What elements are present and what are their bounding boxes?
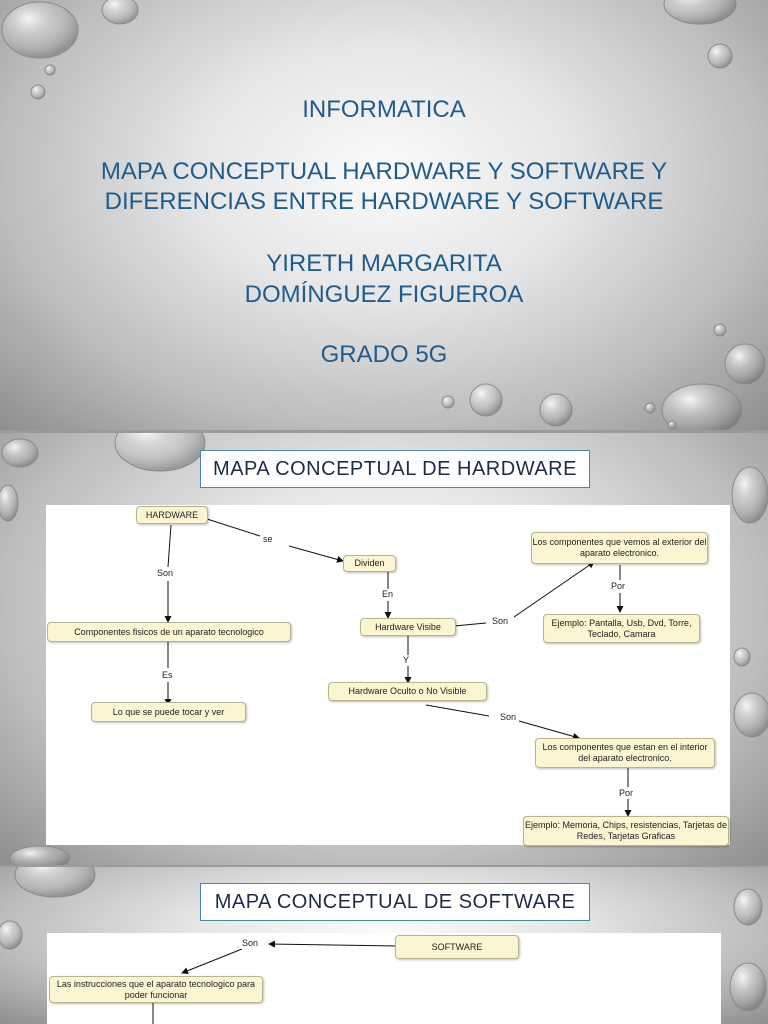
link-label-son: Son bbox=[242, 938, 259, 948]
link-label-en: En bbox=[382, 589, 394, 599]
connector bbox=[182, 949, 242, 973]
node-ejemplo-exterior: Ejemplo: Pantalla, Usb, Dvd, Torre, Teclado, Camara bbox=[543, 614, 700, 643]
topic-line-1: MAPA CONCEPTUAL HARDWARE Y SOFTWARE Y bbox=[100, 158, 668, 185]
connector bbox=[207, 519, 260, 536]
connector bbox=[426, 705, 489, 716]
connector bbox=[289, 546, 343, 561]
link-label-y: Y bbox=[403, 655, 410, 665]
title-slide bbox=[0, 0, 768, 430]
connector bbox=[168, 525, 171, 567]
software-map-heading: MAPA CONCEPTUAL DE SOFTWARE bbox=[200, 883, 590, 921]
link-label-son: Son bbox=[500, 712, 517, 722]
connector bbox=[454, 623, 486, 626]
grade: GRADO 5G bbox=[320, 341, 448, 368]
link-label-son: Son bbox=[492, 616, 509, 626]
node-instrucciones: Las instrucciones que el aparato tecnologico para poder funcionar bbox=[49, 976, 263, 1003]
node-dividen: Dividen bbox=[343, 555, 396, 572]
link-label-por: Por bbox=[611, 581, 626, 591]
node-hardware: HARDWARE bbox=[136, 506, 208, 524]
software-concept-map bbox=[47, 933, 721, 1024]
node-software: SOFTWARE bbox=[395, 935, 519, 959]
link-label-es: Es bbox=[162, 670, 173, 680]
link-label-son: Son bbox=[157, 568, 174, 578]
subject-title: INFORMATICA bbox=[302, 96, 466, 123]
author-line-1: YIRETH MARGARITA bbox=[266, 250, 502, 277]
hardware-concept-map bbox=[46, 505, 730, 845]
connector bbox=[269, 944, 395, 946]
software-slide bbox=[0, 867, 768, 1024]
node-tocar-y-ver: Lo que se puede tocar y ver bbox=[91, 702, 246, 722]
node-componentes-exterior: Los componentes que vemos al exterior del aparato electronico. bbox=[531, 532, 708, 564]
author-line-2: DOMÍNGUEZ FIGUEROA bbox=[244, 281, 524, 308]
connector bbox=[519, 721, 579, 738]
node-componentes-fisicos: Componentes fisicos de un aparato tecnologico bbox=[47, 622, 291, 642]
node-hardware-oculto: Hardware Oculto o No Visible bbox=[328, 682, 487, 701]
link-label-se: se bbox=[263, 534, 273, 544]
node-componentes-interior: Los componentes que estan en el interior del aparato electronico. bbox=[535, 738, 715, 768]
node-hardware-visible: Hardware Visibe bbox=[360, 618, 456, 636]
hardware-slide bbox=[0, 433, 768, 865]
hardware-map-heading: MAPA CONCEPTUAL DE HARDWARE bbox=[200, 450, 590, 488]
connector bbox=[514, 562, 594, 617]
topic-line-2: DIFERENCIAS ENTRE HARDWARE Y SOFTWARE bbox=[104, 188, 664, 215]
link-label-por: Por bbox=[619, 788, 634, 798]
node-ejemplo-interior: Ejemplo: Memoria, Chips, resistencias, Tarjetas de Redes, Tarjetas Graficas bbox=[523, 816, 729, 846]
